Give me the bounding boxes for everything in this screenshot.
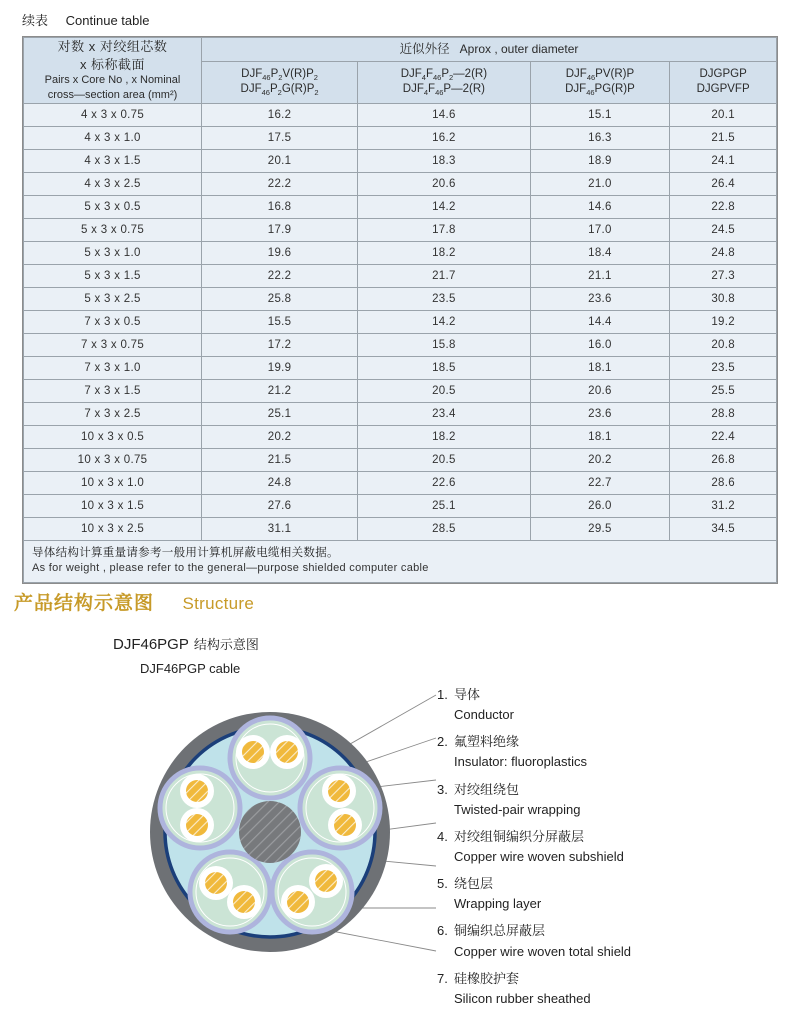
cell-diameter-1: 15.5 (202, 310, 358, 333)
legend-item (437, 969, 787, 1009)
header-model-4-line2: DJGPVFP (696, 83, 750, 96)
cell-diameter-3: 22.7 (530, 471, 670, 494)
conductor (186, 780, 208, 802)
cell-diameter-3: 18.9 (530, 149, 670, 172)
cell-spec: 7 x 3 x 0.5 (24, 310, 202, 333)
header-model-col-4 (670, 61, 777, 103)
cell-diameter-1: 25.8 (202, 287, 358, 310)
cell-diameter-4: 26.8 (670, 448, 777, 471)
legend-item (437, 921, 787, 961)
cell-diameter-3: 20.6 (530, 379, 670, 402)
cell-diameter-2: 23.4 (358, 402, 531, 425)
legend-item (437, 685, 787, 725)
conductor (233, 891, 255, 913)
header-outer-en: Aprox , outer diameter (459, 41, 579, 56)
cell-diameter-3: 21.0 (530, 172, 670, 195)
cell-diameter-3: 23.6 (530, 402, 670, 425)
header-model-col-2 (358, 61, 531, 103)
conductor (334, 814, 356, 836)
table-body (24, 103, 777, 583)
cell-spec: 4 x 3 x 1.0 (24, 126, 202, 149)
cell-diameter-2: 14.6 (358, 103, 531, 126)
cell-diameter-2: 18.3 (358, 149, 531, 172)
table-note (24, 540, 777, 583)
table-row (24, 402, 777, 425)
cell-diameter-1: 20.1 (202, 149, 358, 172)
cell-diameter-2: 20.6 (358, 172, 531, 195)
legend-item (437, 732, 787, 772)
cell-spec: 10 x 3 x 0.5 (24, 425, 202, 448)
header-model-4-line1: DJGPGP (699, 67, 747, 80)
cell-diameter-4: 28.8 (670, 402, 777, 425)
legend-item-number: 3. (437, 781, 448, 797)
cell-diameter-1: 25.1 (202, 402, 358, 425)
table-row (24, 287, 777, 310)
cell-diameter-4: 23.5 (670, 356, 777, 379)
note-cn: 导体结构计算重量请参考一般用计算机屏蔽电缆相关数据。 (32, 546, 339, 559)
cell-spec: 5 x 3 x 0.75 (24, 218, 202, 241)
cell-diameter-4: 24.8 (670, 241, 777, 264)
structure-section-heading (14, 588, 254, 615)
legend-item-en: Copper wire woven total shield (454, 943, 632, 959)
cell-diameter-3: 29.5 (530, 517, 670, 540)
legend-item-cn: 7. 硅橡胶护套 (437, 969, 787, 989)
twisted-pair-group (190, 852, 270, 932)
cell-spec: 10 x 3 x 1.0 (24, 471, 202, 494)
structure-legend (437, 685, 787, 1016)
legend-item-en: Wrapping layer (454, 896, 542, 912)
header-pairs-en-2: cross—section area (mm²) (47, 88, 178, 101)
cell-diameter-2: 14.2 (358, 310, 531, 333)
cell-diameter-3: 21.1 (530, 264, 670, 287)
cell-diameter-1: 17.9 (202, 218, 358, 241)
cell-diameter-4: 20.1 (670, 103, 777, 126)
legend-item-number: 7. (437, 970, 448, 986)
cell-diameter-1: 22.2 (202, 172, 358, 195)
conductor (186, 814, 208, 836)
legend-item-cn: 2. 氟塑料绝缘 (437, 732, 787, 752)
cell-diameter-3: 23.6 (530, 287, 670, 310)
twisted-pair-group (230, 718, 310, 798)
cell-spec: 5 x 3 x 1.0 (24, 241, 202, 264)
cell-diameter-4: 21.5 (670, 126, 777, 149)
structure-heading-cn: 产品结构示意图 (14, 593, 155, 614)
header-pairs-cn-2: x 标称截面 (79, 56, 146, 72)
legend-item-cn: 1. 导体 (437, 685, 787, 705)
table-row (24, 471, 777, 494)
legend-item-en: Insulator: fluoroplastics (454, 754, 587, 770)
legend-item-cn: 4. 对绞组铜编织分屏蔽层 (437, 827, 787, 847)
cell-diameter-1: 24.8 (202, 471, 358, 494)
cell-spec: 4 x 3 x 2.5 (24, 172, 202, 195)
legend-item-en: Conductor (454, 707, 514, 723)
cable-cross-section-diagram (140, 680, 450, 985)
table-row (24, 448, 777, 471)
header-model-2-line2: $DJF_4F_{46}P—2(R)$ (402, 83, 485, 98)
cell-diameter-2: 18.2 (358, 425, 531, 448)
caption-cn: 续表 (22, 13, 49, 28)
cell-diameter-3: 16.0 (530, 333, 670, 356)
cell-spec: 5 x 3 x 2.5 (24, 287, 202, 310)
cell-diameter-4: 30.8 (670, 287, 777, 310)
continue-table-caption (22, 10, 149, 29)
header-approx-outer-diameter (202, 38, 777, 62)
table-row (24, 425, 777, 448)
header-outer-cn: 近似外径 (399, 41, 450, 56)
cell-diameter-3: 18.1 (530, 356, 670, 379)
table-row (24, 356, 777, 379)
legend-item-number: 5. (437, 876, 448, 892)
header-pairs-cn-1: 对数 x 对绞组芯数 (57, 39, 168, 54)
central-filler (239, 801, 301, 863)
cell-spec: 10 x 3 x 0.75 (24, 448, 202, 471)
cell-spec: 10 x 3 x 2.5 (24, 517, 202, 540)
cell-spec: 10 x 3 x 1.5 (24, 494, 202, 517)
cell-diameter-2: 14.2 (358, 195, 531, 218)
cell-diameter-1: 17.2 (202, 333, 358, 356)
conductor (276, 741, 298, 763)
legend-item-en: Twisted-pair wrapping (454, 801, 581, 817)
header-model-col-3 (530, 61, 670, 103)
table-row (24, 494, 777, 517)
cell-spec: 5 x 3 x 0.5 (24, 195, 202, 218)
legend-item-en: Copper wire woven subshield (454, 848, 624, 864)
cell-diameter-1: 16.2 (202, 103, 358, 126)
header-model-1-line2: $DJF_{46}P_2G(R)P_2$ (240, 83, 319, 98)
table-row (24, 149, 777, 172)
table-row (24, 195, 777, 218)
cell-diameter-3: 17.0 (530, 218, 670, 241)
cell-diameter-3: 15.1 (530, 103, 670, 126)
diagram-title-cn: 结构示意图 (193, 637, 259, 652)
header-model-3-line1: $DJF_{46}PV(R)P$ (565, 67, 635, 82)
cell-diameter-2: 20.5 (358, 448, 531, 471)
diagram-title-model: DJF46PGP (113, 636, 189, 653)
table-row (24, 333, 777, 356)
header-pairs-en-1: Pairs x Core No , x Nominal (44, 74, 181, 87)
legend-item-cn: 5. 绕包层 (437, 874, 787, 894)
cell-diameter-1: 16.8 (202, 195, 358, 218)
table-row (24, 126, 777, 149)
cell-spec: 7 x 3 x 2.5 (24, 402, 202, 425)
cell-spec: 4 x 3 x 0.75 (24, 103, 202, 126)
cell-diameter-4: 34.5 (670, 517, 777, 540)
cell-diameter-4: 31.2 (670, 494, 777, 517)
diagram-title (113, 634, 259, 653)
header-model-1-line1: $DJF_{46}P_2V(R)P_2$ (241, 67, 318, 82)
cell-diameter-1: 19.6 (202, 241, 358, 264)
cell-diameter-3: 26.0 (530, 494, 670, 517)
table-row (24, 172, 777, 195)
cell-diameter-3: 20.2 (530, 448, 670, 471)
cell-diameter-1: 31.1 (202, 517, 358, 540)
cell-diameter-2: 28.5 (358, 517, 531, 540)
legend-item-number: 2. (437, 734, 448, 750)
outer-diameter-spec-table (23, 37, 777, 583)
header-model-2-line1: $DJF_4F_{46}P_2—2(R)$ (400, 67, 488, 82)
cell-diameter-4: 20.8 (670, 333, 777, 356)
cell-spec: 7 x 3 x 1.0 (24, 356, 202, 379)
cell-diameter-4: 25.5 (670, 379, 777, 402)
caption-en: Continue table (65, 13, 150, 28)
cell-diameter-4: 24.5 (670, 218, 777, 241)
cell-diameter-3: 18.1 (530, 425, 670, 448)
cell-diameter-2: 21.7 (358, 264, 531, 287)
cell-diameter-1: 19.9 (202, 356, 358, 379)
conductor (328, 780, 350, 802)
structure-heading-en: Structure (182, 594, 255, 613)
cell-diameter-4: 19.2 (670, 310, 777, 333)
legend-item-cn: 6. 铜编织总屏蔽层 (437, 921, 787, 941)
twisted-pair-group (272, 852, 352, 932)
header-model-col-1 (202, 61, 358, 103)
table-row (24, 218, 777, 241)
table-row (24, 103, 777, 126)
cell-diameter-1: 21.5 (202, 448, 358, 471)
cell-diameter-2: 25.1 (358, 494, 531, 517)
cell-diameter-3: 16.3 (530, 126, 670, 149)
cell-diameter-1: 17.5 (202, 126, 358, 149)
table-row (24, 241, 777, 264)
note-en: As for weight , please refer to the general—purpose shielded computer cable (32, 562, 429, 575)
cell-diameter-4: 24.1 (670, 149, 777, 172)
legend-item-number: 1. (437, 687, 448, 702)
header-pairs-core-nominal (24, 38, 202, 104)
cell-spec: 5 x 3 x 1.5 (24, 264, 202, 287)
cell-diameter-2: 15.8 (358, 333, 531, 356)
conductor (287, 891, 309, 913)
cell-diameter-4: 26.4 (670, 172, 777, 195)
legend-item-cn: 3. 对绞组绕包 (437, 780, 787, 800)
cell-diameter-2: 18.2 (358, 241, 531, 264)
cell-diameter-2: 16.2 (358, 126, 531, 149)
legend-item (437, 827, 787, 867)
spec-table-container (22, 36, 778, 584)
cell-diameter-2: 23.5 (358, 287, 531, 310)
cell-diameter-4: 27.3 (670, 264, 777, 287)
header-model-3-line2: $DJF_{46}PG(R)P$ (565, 83, 635, 98)
cell-spec: 7 x 3 x 0.75 (24, 333, 202, 356)
legend-item (437, 874, 787, 914)
legend-item-en: Silicon rubber sheathed (454, 990, 591, 1006)
cell-diameter-2: 22.6 (358, 471, 531, 494)
cell-diameter-1: 27.6 (202, 494, 358, 517)
cell-diameter-1: 21.2 (202, 379, 358, 402)
cell-diameter-1: 20.2 (202, 425, 358, 448)
cell-spec: 7 x 3 x 1.5 (24, 379, 202, 402)
table-row (24, 264, 777, 287)
cell-diameter-3: 18.4 (530, 241, 670, 264)
legend-item-number: 4. (437, 828, 448, 844)
conductor (242, 741, 264, 763)
cell-diameter-3: 14.4 (530, 310, 670, 333)
table-note-row (24, 540, 777, 583)
table-row (24, 310, 777, 333)
table-row (24, 379, 777, 402)
cell-diameter-3: 14.6 (530, 195, 670, 218)
table-row (24, 517, 777, 540)
cell-diameter-4: 22.4 (670, 425, 777, 448)
conductor (205, 872, 227, 894)
cell-spec: 4 x 3 x 1.5 (24, 149, 202, 172)
cell-diameter-2: 20.5 (358, 379, 531, 402)
header-row-top (24, 38, 777, 62)
table-head (24, 38, 777, 104)
legend-item (437, 780, 787, 820)
conductor (315, 870, 337, 892)
cell-diameter-2: 17.8 (358, 218, 531, 241)
cell-diameter-1: 22.2 (202, 264, 358, 287)
cell-diameter-2: 18.5 (358, 356, 531, 379)
twisted-pair-group (300, 768, 380, 848)
cell-diameter-4: 22.8 (670, 195, 777, 218)
diagram-subtitle: DJF46PGP cable (140, 661, 241, 676)
cell-diameter-4: 28.6 (670, 471, 777, 494)
legend-item-number: 6. (437, 923, 448, 939)
twisted-pair-group (160, 768, 240, 848)
